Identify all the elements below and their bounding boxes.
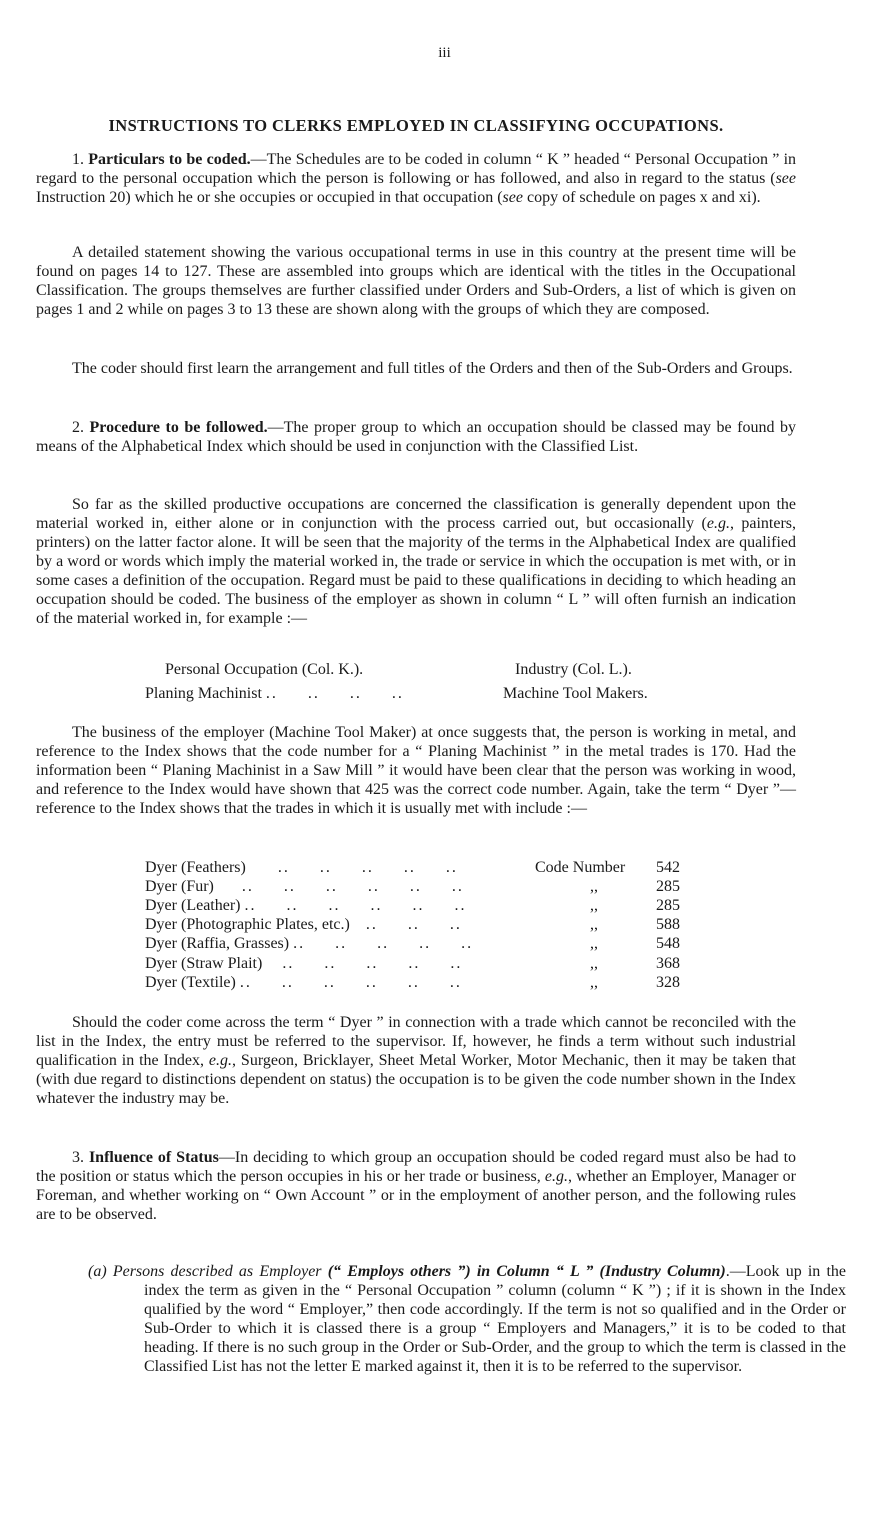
section-1-number: 1.: [72, 151, 89, 168]
section-3-text-cont: , whether an Employer, Manager or Foreman, and whether working on “ Own Account ” or in the employment of another person, and the following rules are to be observed.: [36, 1168, 796, 1223]
ditto-mark: ,,: [590, 974, 598, 991]
dyer-term: Dyer (Fur): [145, 878, 214, 895]
dyer-term: Dyer (Leather): [145, 897, 241, 914]
paragraph-coder-learn: The coder should first learn the arrangement and full titles of the Orders and then of the Sub-Orders and Groups.: [72, 360, 793, 377]
example-col2-value: Machine Tool Makers.: [503, 685, 648, 702]
paragraph-text: Should the coder come across the term “ Dyer ” in connection with a trade which cannot be reconciled with the list in the Index, the entry must be referred to the supervisor. If, however, he finds a term without such industrial qualification in the Index,: [36, 1014, 796, 1069]
table-row: [145, 915, 462, 934]
subsection-a-heading-bold: (“ Employs others ”) in Column “ L ” (Industry Column): [321, 1263, 726, 1280]
example-col1-value: [145, 684, 404, 703]
section-1-text-cont: Instruction 20) which he or she occupies or occupied in that occupation (: [36, 189, 503, 206]
code-number-label: Code Number: [535, 859, 626, 876]
code-value: 328: [656, 974, 680, 991]
table-row: [145, 896, 467, 915]
dyer-term: Dyer (Photographic Plates, etc.): [145, 916, 350, 933]
leader-dots: .. .. .. .. .. ..: [241, 878, 464, 895]
table-row: [145, 858, 458, 877]
leader-dots: .. .. .. .. .. ..: [244, 897, 467, 914]
eg-abbrev: e.g.: [544, 1168, 568, 1185]
code-value: 588: [656, 916, 680, 933]
code-value: 368: [656, 955, 680, 972]
section-2-text: —The proper group to which an occupation should be classed may be found by means of the Alphabetical Index which should be used in conjunction with the Classified List.: [36, 419, 796, 455]
paragraph-detailed-statement: A detailed statement showing the various occupational terms in use in this country at the present time will be found on pages 14 to 127. These are assembled into groups which are identical with the titles in the Occupational Classification. The groups themselves are further classified under Orders and Sub-Orders, a list of which is given on pages 1 and 2 while on pages 3 to 13 these are shown along with the groups of which they are composed.: [36, 244, 796, 318]
page-number: iii: [438, 45, 451, 61]
example-col2-header: Industry (Col. L.).: [515, 661, 632, 678]
paragraph-text-cont: , painters, printers) on the latter factor alone. It will be seen that the majority of the terms in the Alphabetical Index are qualified by a word or words which imply the material worked in, the trade or service in which the occupation is met with, or in some cases a definition of the occupation. Regard must be paid to these qualifications in deciding to which heading an occupation should be coded. The business of the employer as shown in column “ L ” will often furnish an indication of the material worked in, for example :—: [36, 515, 797, 627]
table-row: [145, 973, 462, 992]
eg-abbrev: e.g.: [208, 1052, 233, 1069]
section-1-heading: Particulars to be coded.: [88, 151, 251, 168]
section-2-number: 2.: [72, 419, 90, 436]
paragraph-machine-tool: The business of the employer (Machine Tool Maker) at once suggests that, the person is working in metal, and reference to the Index shows that the code number for a “ Planing Machinist ” in the metal trades is 170. Had the information been “ Planing Machinist in a Saw Mill ” it would have been clear that the person was working in wood, and reference to the Index would have shown that 425 was the correct code number. Again, take the term “ Dyer ”—reference to the Index shows that the trades in which it is usually met with include :—: [36, 724, 796, 817]
section-3-number: 3.: [72, 1149, 89, 1166]
see-reference: see: [502, 189, 523, 206]
leader-dots: .. .. .. .. ..: [277, 859, 458, 876]
paragraph-dyer-supervisor: [36, 1013, 796, 1108]
dyer-term: Dyer (Raffia, Grasses): [145, 935, 290, 952]
ditto-mark: ,,: [590, 897, 598, 914]
occupation-term: Planing Machinist: [145, 685, 262, 702]
section-3-text: —In deciding to which group an occupation should be coded regard must also be had to the position or status which the person occupies in his or her trade or business,: [36, 1149, 797, 1185]
dyer-term: Dyer (Straw Plait): [145, 955, 263, 972]
ditto-mark: ,,: [590, 916, 598, 933]
page-title: INSTRUCTIONS TO CLERKS EMPLOYED IN CLASSIFYING OCCUPATIONS.: [108, 116, 724, 135]
section-3-heading: Influence of Status: [88, 1149, 219, 1166]
paragraph-skilled-occupations: [36, 495, 796, 628]
paragraph-text-cont: , Surgeon, Bricklayer, Sheet Metal Worker, Motor Mechanic, then it may be taken that (with due regard to distinctions dependent on status) the occupation is to be given the code number shown in the Index whatever the industry may be.: [36, 1052, 797, 1107]
dyer-term: Dyer (Textile): [145, 974, 236, 991]
code-value: 548: [656, 935, 680, 952]
section-2-heading: Procedure to be followed.: [89, 419, 268, 436]
code-value: 285: [656, 878, 680, 895]
subsection-a-text: .—Look up in the index the term as given in the “ Personal Occupation ” column (column “ K ”) ; if it is shown in the Index qualified by the word “ Employer,” then code accordingly. If the term is not so qualified and in the Order or Sub-Order to which it is classed there is a group “ Employers and Managers,” it is to be coded to that heading. If there is no such group in the Order or Sub-Order, and the group to which the term is classed in the Classified List has not the letter E marked against it, then it is to be referred to the supervisor.: [144, 1263, 847, 1375]
leader-dots: .. .. .. .. .. ..: [239, 974, 462, 991]
see-reference: see: [775, 170, 796, 187]
ditto-mark: ,,: [590, 935, 598, 952]
dyer-term: Dyer (Feathers): [145, 859, 246, 876]
eg-abbrev: e.g.: [706, 515, 730, 532]
section-2-paragraph: [36, 418, 796, 456]
leader-dots: .. .. .. .. ..: [282, 955, 463, 972]
subsection-a-label: (a): [88, 1263, 113, 1280]
leader-dots: .. .. .. ..: [265, 685, 404, 702]
section-1-paragraph: [36, 150, 796, 207]
table-row: [145, 877, 464, 896]
ditto-mark: ,,: [590, 955, 598, 972]
example-col1-header: Personal Occupation (Col. K.).: [165, 661, 364, 678]
paragraph-text: So far as the skilled productive occupations are concerned the classification is generally dependent upon the material worked in, either alone or in conjunction with the process carried out, but occasionally (: [36, 496, 796, 532]
table-row: [145, 934, 473, 953]
ditto-mark: ,,: [590, 878, 598, 895]
leader-dots: .. .. .. .. ..: [293, 935, 474, 952]
table-row: [145, 954, 462, 973]
subsection-a-paragraph: [88, 1262, 846, 1376]
section-1-text: —The Schedules are to be coded in column “ K ” headed “ Personal Occupation ” in regard to the personal occupation which the person is following or has followed, and also in regard to the status (: [36, 151, 797, 187]
section-1-text-end: copy of schedule on pages x and xi).: [522, 189, 761, 206]
code-value: 285: [656, 897, 680, 914]
code-value: 542: [656, 859, 680, 876]
leader-dots: .. .. ..: [365, 916, 462, 933]
subsection-a-heading: Persons described as Employer: [112, 1263, 322, 1280]
section-3-paragraph: [36, 1148, 796, 1224]
